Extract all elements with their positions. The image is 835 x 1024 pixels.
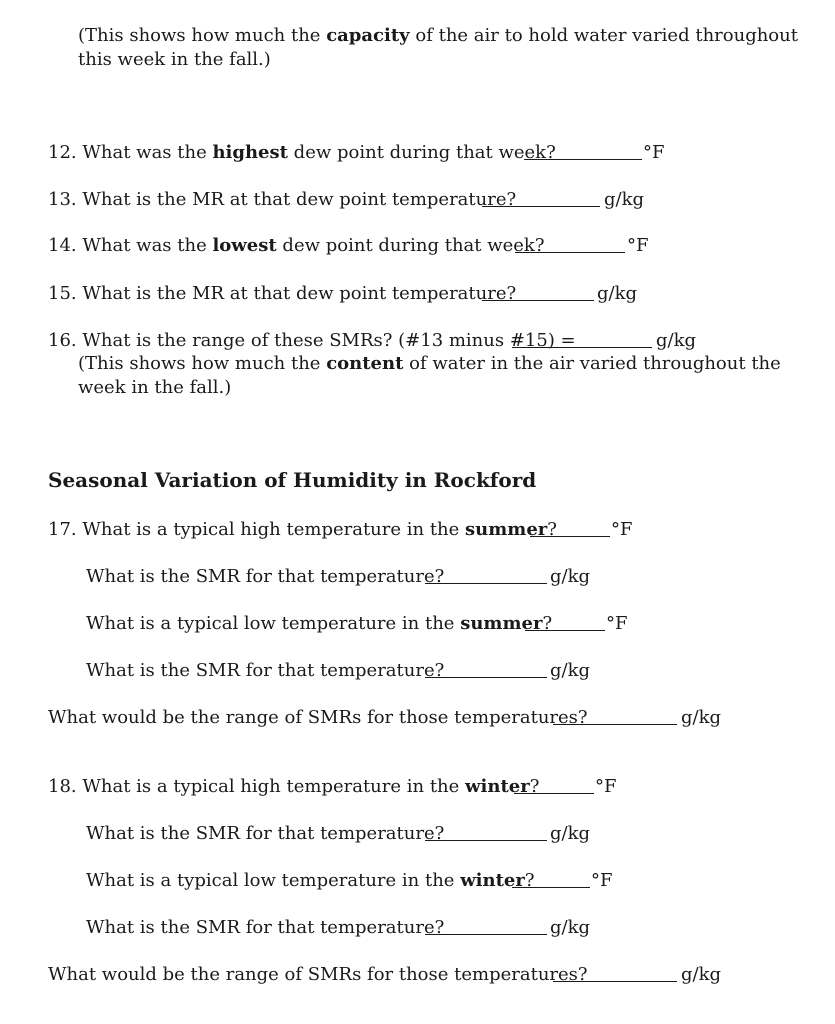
question-text: What is a typical low temperature in the — [86, 870, 461, 891]
unit-label: g/kg — [550, 660, 591, 681]
question-number: 18. — [48, 776, 77, 797]
unit-label: °F — [643, 142, 665, 163]
question-bold: winter — [460, 870, 525, 891]
q18-smr-high: What is the SMR for that temperature? — [86, 823, 445, 844]
question-bold: winter — [465, 776, 530, 797]
answer-blank-14[interactable] — [515, 237, 625, 253]
question-text: ? — [529, 776, 540, 797]
unit-label: g/kg — [656, 330, 697, 351]
q17-smr-high: What is the SMR for that temperature? — [86, 566, 445, 587]
question-15 — [48, 282, 516, 306]
question-bold: summer — [460, 613, 543, 634]
question-text: What is a typical low temperature in the — [86, 613, 461, 634]
question-number: 14. — [48, 235, 77, 256]
answer-blank-18-range[interactable] — [553, 966, 677, 982]
q16-note-line1 — [78, 352, 781, 376]
note-text: week in the fall.) — [78, 377, 232, 398]
answer-blank-17-smr-low[interactable] — [425, 662, 547, 678]
answer-blank-17-high[interactable] — [530, 521, 610, 537]
question-text: What is the MR at that dew point temperature? — [82, 283, 517, 304]
intro-note-line2 — [78, 48, 271, 72]
unit-label: g/kg — [550, 917, 591, 938]
question-number: 13. — [48, 189, 77, 210]
question-number: 16. — [48, 330, 77, 351]
q17-range: What would be the range of SMRs for those temperatures? — [48, 707, 588, 728]
question-text: ? — [542, 613, 553, 634]
q16-note-line2 — [78, 376, 231, 400]
question-number: 17. — [48, 519, 77, 540]
question-text: ? — [547, 519, 557, 540]
note-bold: content — [326, 353, 404, 374]
question-text: What is a typical high temperature in the — [82, 519, 466, 540]
question-text: What is the MR at that dew point temperature? — [82, 189, 517, 210]
question-16 — [48, 329, 576, 353]
question-18 — [48, 775, 539, 799]
question-bold: lowest — [212, 235, 277, 256]
question-12 — [48, 141, 556, 165]
unit-label: °F — [595, 776, 617, 797]
answer-blank-17-range[interactable] — [553, 709, 677, 725]
answer-blank-17-smr-high[interactable] — [425, 568, 547, 584]
question-text: dew point during that week? — [287, 142, 556, 163]
intro-note-bold: capacity — [326, 25, 410, 46]
answer-blank-18-smr-low[interactable] — [425, 919, 547, 935]
question-bold: highest — [212, 142, 288, 163]
section-title: Seasonal Variation of Humidity in Rockford — [48, 468, 537, 492]
question-17 — [48, 518, 557, 542]
unit-label: °F — [611, 519, 633, 540]
unit-label: g/kg — [550, 566, 591, 587]
unit-label: g/kg — [681, 707, 722, 728]
intro-note-text: of the air to hold water varied throughout — [409, 25, 798, 46]
unit-label: g/kg — [550, 823, 591, 844]
note-text: (This shows how much the — [78, 353, 327, 374]
unit-label: g/kg — [597, 283, 638, 304]
question-number: 12. — [48, 142, 77, 163]
question-text: What is a typical high temperature in the — [82, 776, 466, 797]
answer-blank-15[interactable] — [482, 285, 594, 301]
question-13 — [48, 188, 516, 212]
unit-label: g/kg — [604, 189, 645, 210]
answer-blank-18-smr-high[interactable] — [425, 825, 547, 841]
unit-label: °F — [627, 235, 649, 256]
answer-blank-12[interactable] — [524, 144, 642, 160]
q18-smr-low: What is the SMR for that temperature? — [86, 917, 445, 938]
answer-blank-16[interactable] — [512, 332, 652, 348]
unit-label: °F — [606, 613, 628, 634]
answer-blank-13[interactable] — [482, 191, 600, 207]
q17-smr-low: What is the SMR for that temperature? — [86, 660, 445, 681]
question-text: dew point during that week? — [276, 235, 545, 256]
q18-low — [86, 869, 535, 893]
q18-range: What would be the range of SMRs for those temperatures? — [48, 964, 588, 985]
unit-label: g/kg — [681, 964, 722, 985]
question-text: What was the — [82, 142, 213, 163]
note-text: of water in the air varied throughout the — [403, 353, 781, 374]
answer-blank-18-low[interactable] — [512, 872, 590, 888]
question-text: What is the range of these SMRs? (#13 minus #15) = — [82, 330, 576, 351]
question-bold: summer — [465, 519, 548, 540]
q17-low — [86, 612, 552, 636]
question-text: What was the — [82, 235, 213, 256]
intro-note-line1 — [78, 24, 798, 48]
unit-label: °F — [591, 870, 613, 891]
question-14 — [48, 234, 545, 258]
intro-note-text: (This shows how much the — [78, 25, 327, 46]
intro-note-text: this week in the fall.) — [78, 49, 271, 70]
question-number: 15. — [48, 283, 77, 304]
answer-blank-18-high[interactable] — [514, 778, 594, 794]
answer-blank-17-low[interactable] — [525, 615, 605, 631]
question-text: ? — [524, 870, 535, 891]
